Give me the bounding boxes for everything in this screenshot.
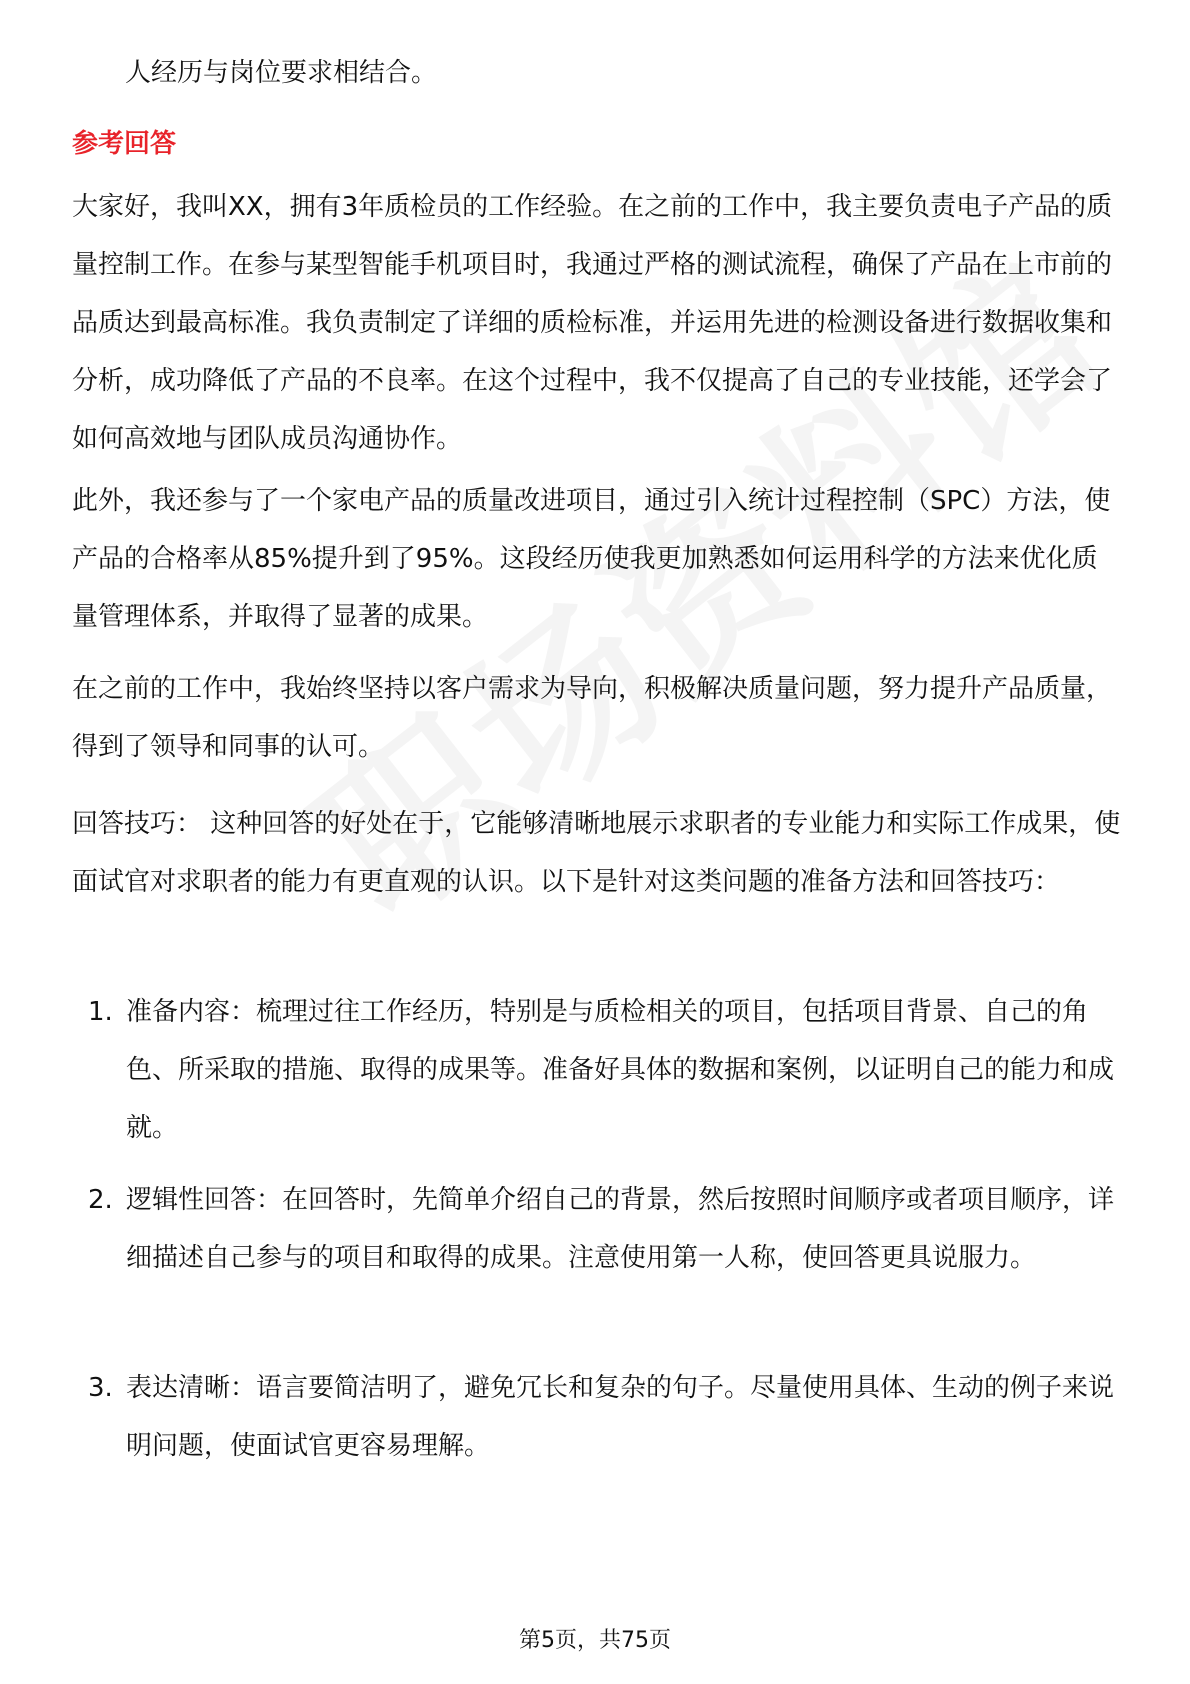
page-footer: 第5页，共75页	[519, 1628, 671, 1653]
list-number: 2.	[88, 1185, 113, 1215]
continuation-line: 人经历与岗位要求相结合。	[125, 58, 438, 88]
list-number: 1.	[88, 997, 113, 1027]
list-item-text: 准备内容：梳理过往工作经历，特别是与质检相关的项目，包括项目背景、自己的角色、所采取的措施、取得的成果等。准备好具体的数据和案例，以证明自己的能力和成就。	[126, 997, 1115, 1143]
list-item	[72, 1359, 1122, 1475]
list-item	[72, 983, 1122, 1157]
paragraph-spc-project: 此外，我还参与了一个家电产品的质量改进项目，通过引入统计过程控制（SPC）方法，使产品的合格率从85%提升到了95%。这段经历使我更加熟悉如何运用科学的方法来优化质量管理体系，并取得了显著的成果。	[72, 486, 1111, 632]
paragraph-customer-focus: 在之前的工作中，我始终坚持以客户需求为导向，积极解决质量问题，努力提升产品质量，得到了领导和同事的认可。	[72, 674, 1113, 762]
list-item-text: 表达清晰：语言要简洁明了，避免冗长和复杂的句子。尽量使用具体、生动的例子来说明问题，使面试官更容易理解。	[126, 1373, 1115, 1461]
list-item-text: 逻辑性回答：在回答时，先简单介绍自己的背景，然后按照时间顺序或者项目顺序，详细描述自己参与的项目和取得的成果。注意使用第一人称，使回答更具说服力。	[126, 1185, 1115, 1273]
paragraph-answer-tips: 回答技巧： 这种回答的好处在于，它能够清晰地展示求职者的专业能力和实际工作成果，使面试官对求职者的能力有更直观的认识。以下是针对这类问题的准备方法和回答技巧：	[72, 809, 1121, 897]
list-item	[72, 1171, 1122, 1287]
section-title: 参考回答	[72, 129, 177, 159]
paragraph-intro: 大家好，我叫XX，拥有3年质检员的工作经验。在之前的工作中，我主要负责电子产品的质量控制工作。在参与某型智能手机项目时，我通过严格的测试流程，确保了产品在上市前的品质达到最高标准。我负责制定了详细的质检标准，并运用先进的检测设备进行数据收集和分析，成功降低了产品的不良率。在这个过程中，我不仅提高了自己的专业技能，还学会了如何高效地与团队成员沟通协作。	[72, 192, 1113, 454]
list-number: 3.	[88, 1373, 113, 1403]
